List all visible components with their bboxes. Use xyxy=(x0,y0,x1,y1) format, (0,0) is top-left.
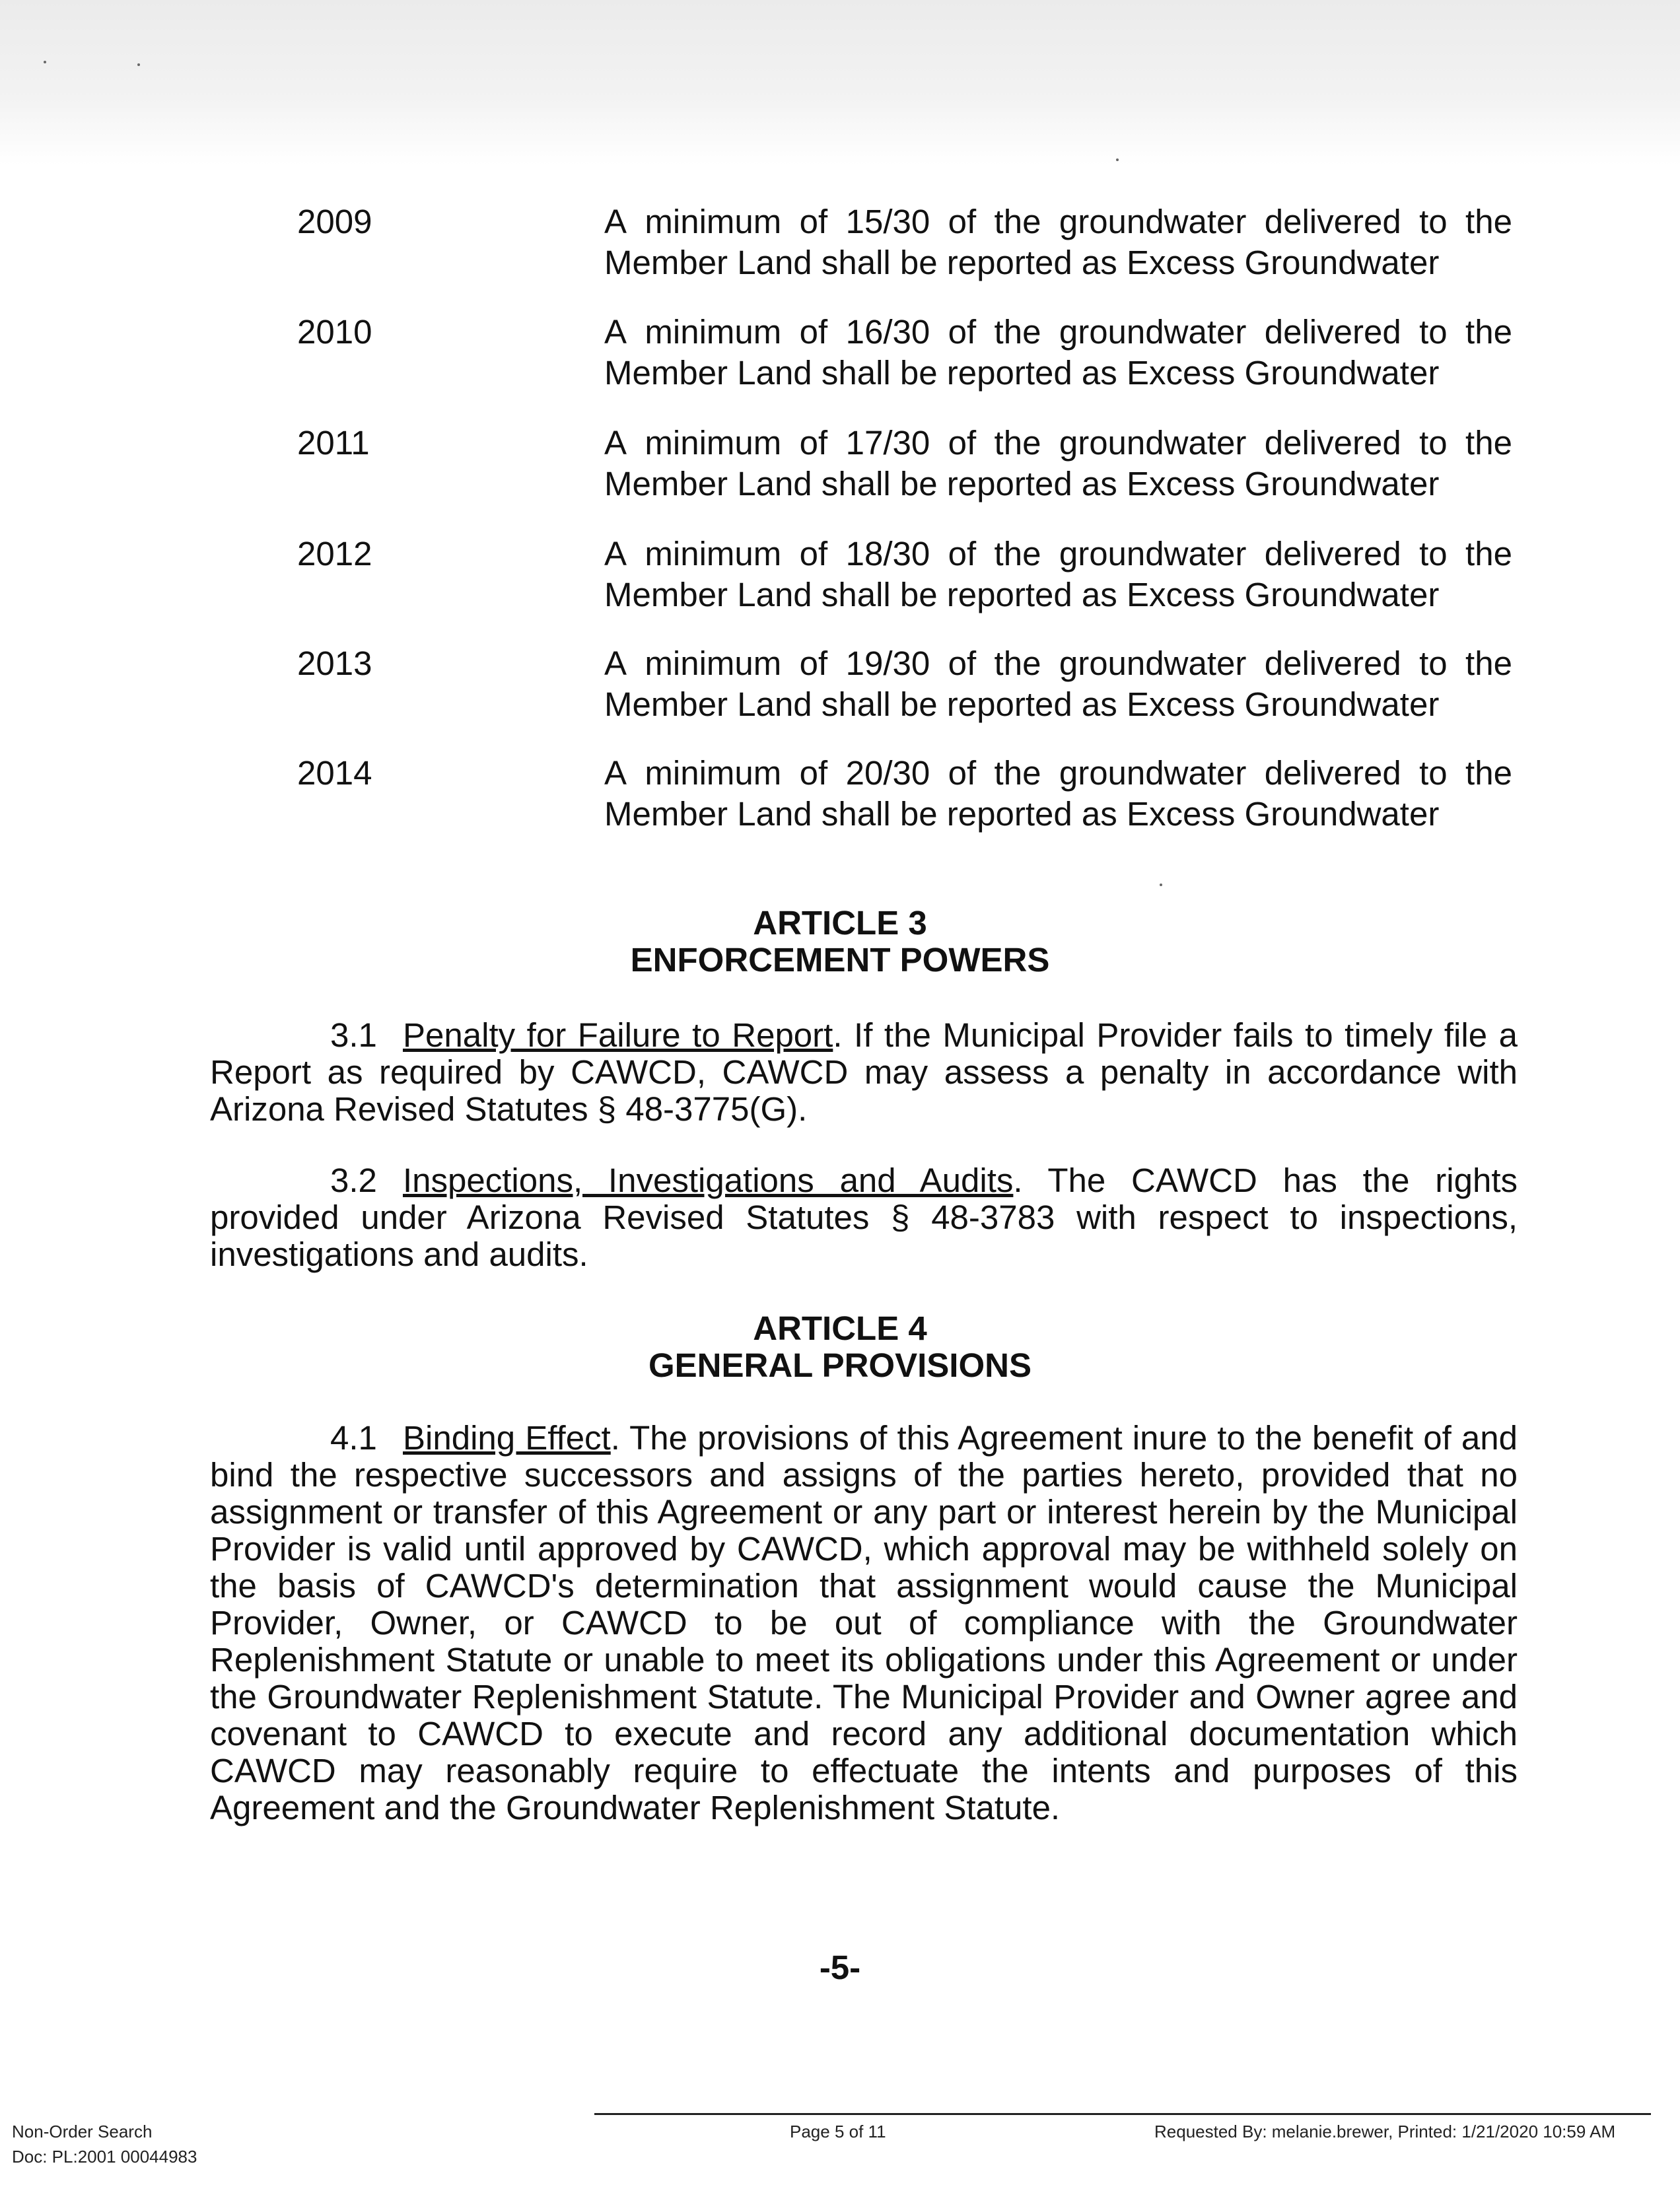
section-text: . If the Municipal Provider fails to timely file a Report as required by CAWCD, CAWCD may assess a penalty in accordance with Arizona Revised Statutes § 48-3775(G). xyxy=(210,1016,1518,1128)
requirement-word: minimum xyxy=(645,754,782,792)
requirement-word: to xyxy=(1419,754,1448,792)
requirement-word: 18/30 xyxy=(845,535,930,573)
requirement-line-2: Member Land shall be reported as Excess Groundwater xyxy=(604,795,1440,833)
schedule-row xyxy=(297,312,1512,398)
requirement-word: delivered xyxy=(1264,754,1401,792)
requirement-line-2: Member Land shall be reported as Excess Groundwater xyxy=(604,244,1440,281)
requirement-line-2: Member Land shall be reported as Excess Groundwater xyxy=(604,465,1440,503)
requirement-word: 20/30 xyxy=(845,754,930,792)
article-4-title: GENERAL PROVISIONS xyxy=(648,1346,1032,1384)
requirement-word: the xyxy=(1465,754,1512,792)
schedule-requirement xyxy=(604,753,1512,835)
schedule-row xyxy=(297,534,1512,619)
requirement-word: of xyxy=(799,644,828,682)
requirement-word: minimum xyxy=(645,644,782,682)
requirement-word: the xyxy=(1465,203,1512,240)
requirement-line-2: Member Land shall be reported as Excess Groundwater xyxy=(604,354,1440,392)
requirement-word: delivered xyxy=(1264,203,1401,240)
scan-speck xyxy=(1160,884,1162,886)
footer-page-of: Page 5 of 11 xyxy=(790,2122,886,2141)
requirement-line-1 xyxy=(604,534,1512,574)
requirement-word: of xyxy=(948,203,977,240)
section-title: Binding Effect xyxy=(403,1419,611,1457)
schedule-row xyxy=(297,423,1512,508)
requirement-line-1 xyxy=(604,201,1512,242)
article-3-number: ARTICLE 3 xyxy=(753,904,927,942)
schedule-requirement xyxy=(604,643,1512,725)
section-3-2 xyxy=(210,1162,1518,1273)
requirement-word: the xyxy=(994,754,1041,792)
section-title: Inspections, Investigations and Audits xyxy=(403,1162,1014,1199)
requirement-line-2: Member Land shall be reported as Excess Groundwater xyxy=(604,576,1440,613)
requirement-word: minimum xyxy=(645,313,782,351)
scan-speck xyxy=(1116,158,1119,161)
footer-doc-id: Doc: PL:2001 00044983 xyxy=(12,2147,197,2167)
section-number: 3.1 xyxy=(330,1016,377,1054)
requirement-word: to xyxy=(1419,535,1448,573)
requirement-word: delivered xyxy=(1264,313,1401,351)
requirement-line-1 xyxy=(604,753,1512,794)
requirement-word: of xyxy=(799,203,828,240)
requirement-word: groundwater xyxy=(1059,644,1247,682)
requirement-word: the xyxy=(1465,644,1512,682)
requirement-word: of xyxy=(799,535,828,573)
requirement-word: of xyxy=(948,313,977,351)
section-4-1 xyxy=(210,1420,1518,1826)
requirement-word: A xyxy=(604,535,627,573)
requirement-word: of xyxy=(948,535,977,573)
requirement-word: the xyxy=(994,644,1041,682)
schedule-year: 2009 xyxy=(297,203,372,240)
requirement-word: delivered xyxy=(1264,535,1401,573)
requirement-word: A xyxy=(604,644,627,682)
schedule-row xyxy=(297,753,1512,839)
requirement-word: 15/30 xyxy=(845,203,930,240)
schedule-year: 2012 xyxy=(297,535,372,573)
schedule-row xyxy=(297,643,1512,729)
requirement-word: minimum xyxy=(645,203,782,240)
scan-shading xyxy=(0,0,1680,165)
requirement-word: of xyxy=(948,644,977,682)
requirement-word: 19/30 xyxy=(845,644,930,682)
requirement-line-1 xyxy=(604,423,1512,464)
requirement-word: to xyxy=(1419,424,1448,462)
requirement-word: the xyxy=(1465,313,1512,351)
schedule-year: 2014 xyxy=(297,754,372,792)
requirement-word: A xyxy=(604,313,627,351)
requirement-word: of xyxy=(799,754,828,792)
article-3-title: ENFORCEMENT POWERS xyxy=(630,941,1050,979)
schedule-requirement xyxy=(604,423,1512,504)
section-text: . The CAWCD has the rights provided under Arizona Revised Statutes § 48-3783 with respect to inspections, investigations and audits. xyxy=(210,1162,1518,1273)
requirement-word: minimum xyxy=(645,424,782,462)
footer-requested-by: Requested By: melanie.brewer, Printed: 1/21/2020 10:59 AM xyxy=(1154,2122,1616,2141)
requirement-word: to xyxy=(1419,644,1448,682)
requirement-word: minimum xyxy=(645,535,782,573)
requirement-word: 17/30 xyxy=(845,424,930,462)
schedule-requirement xyxy=(604,201,1512,283)
requirement-word: of xyxy=(799,313,828,351)
requirement-word: groundwater xyxy=(1059,313,1247,351)
requirement-word: the xyxy=(994,203,1041,240)
requirement-word: the xyxy=(1465,424,1512,462)
schedule-year: 2013 xyxy=(297,644,372,682)
requirement-word: of xyxy=(948,754,977,792)
requirement-word: delivered xyxy=(1264,644,1401,682)
requirement-word: groundwater xyxy=(1059,203,1247,240)
schedule-year: 2011 xyxy=(297,424,370,462)
requirement-word: of xyxy=(799,424,828,462)
requirement-word: groundwater xyxy=(1059,535,1247,573)
requirement-word: to xyxy=(1419,203,1448,240)
requirement-word: delivered xyxy=(1264,424,1401,462)
requirement-word: the xyxy=(1465,535,1512,573)
scan-speck xyxy=(137,63,140,66)
requirement-line-2: Member Land shall be reported as Excess Groundwater xyxy=(604,685,1440,723)
requirement-word: the xyxy=(994,424,1041,462)
section-text: . The provisions of this Agreement inure to the benefit of and bind the respective successors and assigns of the parties hereto, provided that no assignment or transfer of this Agreement or any part or interest herein by the Municipal Provider is valid until approved by CAWCD, which approval may be withheld solely on the basis of CAWCD's determination that assignment would cause the Municipal Provider, Owner, or CAWCD to be out of compliance with the Groundwater Replenishment Statute or unable to meet its obligations under this Agreement or under the Groundwater Replenishment Statute. The Municipal Provider and Owner agree and covenant to CAWCD to execute and record any additional documentation which CAWCD may reasonably require to effectuate the intents and purposes of this Agreement and the Groundwater Replenishment Statute. xyxy=(210,1419,1518,1826)
requirement-word: to xyxy=(1419,313,1448,351)
requirement-word: the xyxy=(994,313,1041,351)
section-number: 4.1 xyxy=(330,1419,377,1457)
section-title: Penalty for Failure to Report xyxy=(403,1016,833,1054)
schedule-year: 2010 xyxy=(297,313,372,351)
requirement-word: groundwater xyxy=(1059,424,1247,462)
schedule-requirement xyxy=(604,312,1512,394)
schedule-row xyxy=(297,201,1512,287)
requirement-word: of xyxy=(948,424,977,462)
requirement-word: A xyxy=(604,203,627,240)
section-number: 3.2 xyxy=(330,1162,377,1199)
schedule-requirement xyxy=(604,534,1512,615)
section-3-1 xyxy=(210,1017,1518,1128)
requirement-line-1 xyxy=(604,643,1512,684)
requirement-line-1 xyxy=(604,312,1512,353)
scan-speck xyxy=(44,61,46,63)
requirement-word: 16/30 xyxy=(845,313,930,351)
requirement-word: A xyxy=(604,754,627,792)
requirement-word: groundwater xyxy=(1059,754,1247,792)
footer-divider xyxy=(594,2113,1651,2115)
footer-search-type: Non-Order Search xyxy=(12,2122,153,2141)
requirement-word: A xyxy=(604,424,627,462)
article-4-number: ARTICLE 4 xyxy=(753,1309,927,1347)
page-number: -5- xyxy=(819,1949,861,1986)
requirement-word: the xyxy=(994,535,1041,573)
